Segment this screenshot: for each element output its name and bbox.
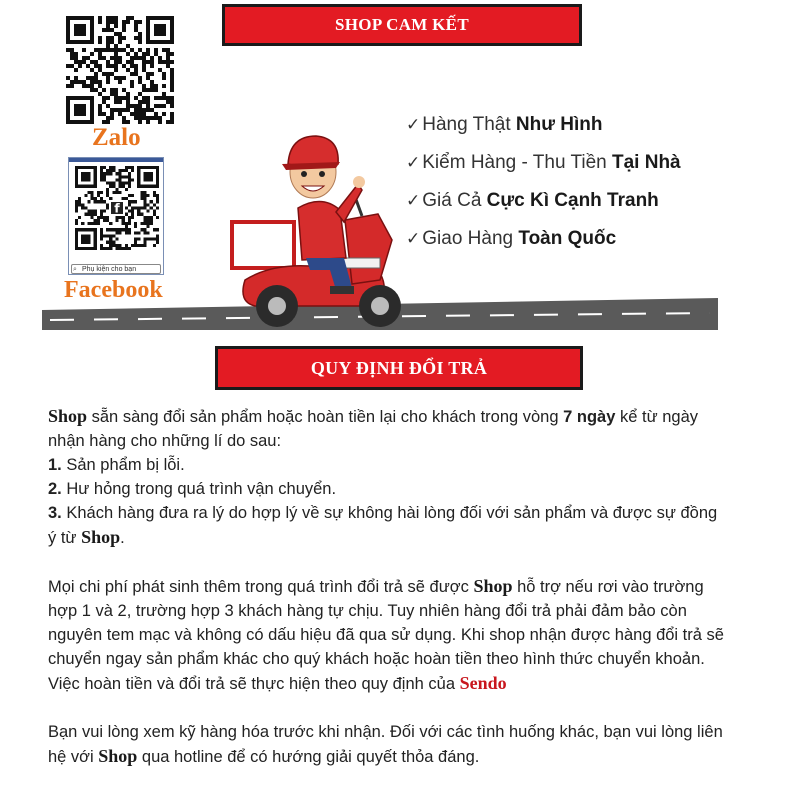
commitment-banner: SHOP CAM KẾT [222, 4, 582, 46]
checkmark-icon: ✓ [406, 115, 421, 134]
policy-reason: 2. Hư hỏng trong quá trình vận chuyển. [48, 480, 337, 498]
commitment-item: ✓ Giá Cả Cực Kì Cạnh Tranh [406, 190, 659, 211]
commitment-item: ✓ Giao Hàng Toàn Quốc [406, 228, 617, 249]
policy-costs: Mọi chi phí phát sinh thêm trong quá trình đổi trả sẽ được Shop hỗ trợ nếu rơi vào trường hợp 1 và 2, trường hợp 3 khách hàng tự chịu. Tuy nhiên hàng đổi trả phải đảm bảo còn nguyên tem mạc và không có dấu hiệu đã qua sử dụng. Khi shop nhận được hàng đổi trả sẽ chuyển ngay sản phẩm khác cho quý khách hoặc hoàn tiền theo hình thức chuyển khoản. Việc hoàn tiền và đổi trả sẽ thực hiện theo quy định của Sendo [48, 576, 724, 693]
search-icon: ⌕ [73, 266, 77, 273]
return-policy-text [48, 404, 728, 769]
policy-closing: Bạn vui lòng xem kỹ hàng hóa trước khi nhận. Đối với các tình huống khác, bạn vui lòng liên hệ với Shop qua hotline để có hướng giải quyết thỏa đáng. [48, 723, 723, 766]
checkmark-icon: ✓ [406, 153, 421, 172]
commitment-item: ✓ Hàng Thật Như Hình [406, 114, 603, 135]
facebook-label: Facebook [64, 277, 163, 303]
policy-reason: 1. Sản phẩm bị lỗi. [48, 456, 185, 474]
checkmark-icon: ✓ [406, 191, 421, 210]
zalo-qr-code[interactable] [66, 16, 174, 124]
zalo-label: Zalo [92, 124, 141, 151]
policy-intro: Shop sẵn sàng đổi sản phẩm hoặc hoàn tiền lại cho khách trong vòng 7 ngày kể từ ngày nhận hàng cho những lí do sau: [48, 406, 698, 450]
return-policy-banner: QUY ĐỊNH ĐỔI TRẢ [215, 346, 583, 390]
checkmark-icon: ✓ [406, 229, 421, 248]
facebook-search-text: Phụ kiện cho bạn [82, 266, 137, 273]
policy-reason: 3. Khách hàng đưa ra lý do hợp lý về sự không hài lòng đối với sản phẩm và được sự đồng ý từ Shop. [48, 504, 718, 547]
delivery-box [232, 222, 294, 268]
svg-text:f: f [114, 200, 120, 216]
commitment-item: ✓ Kiểm Hàng - Thu Tiền Tại Nhà [406, 152, 681, 173]
